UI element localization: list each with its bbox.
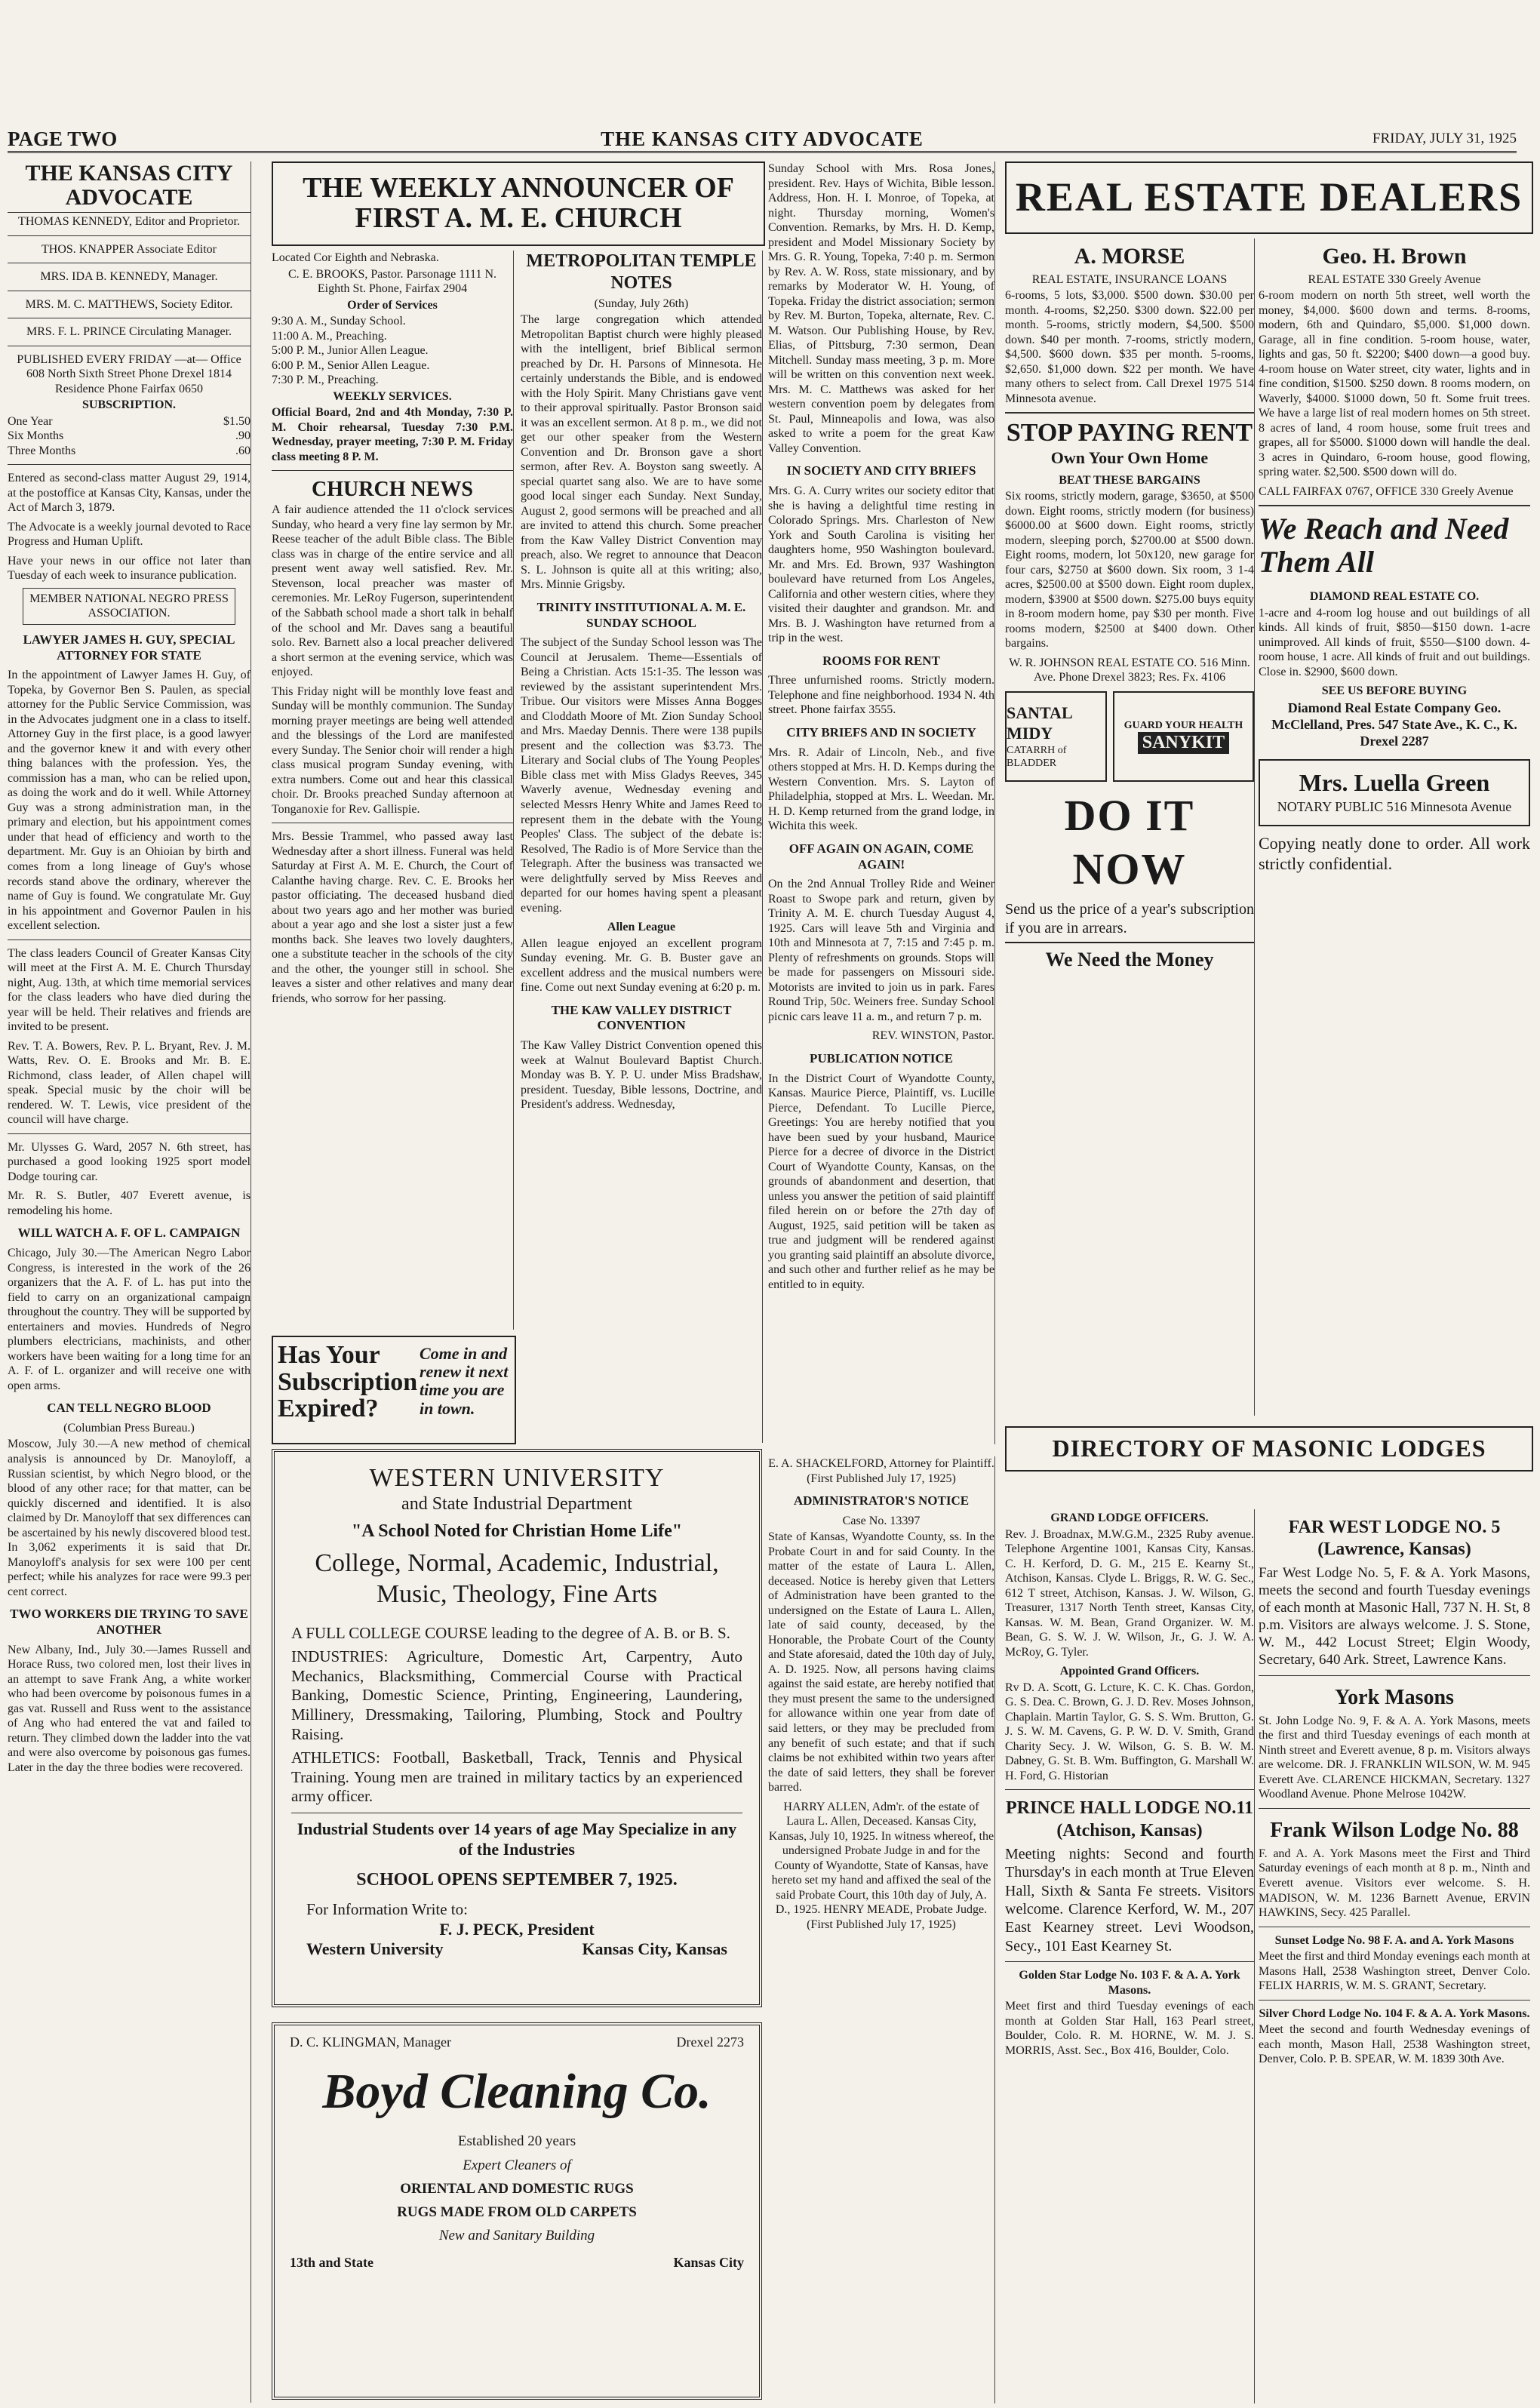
church-announcer-title: THE WEEKLY ANNOUNCER OF FIRST A. M. E. CHURCH <box>272 161 765 246</box>
society-headline: IN SOCIETY AND CITY BRIEFS <box>786 463 976 478</box>
service-1: 11:00 A. M., Preaching. <box>272 329 387 343</box>
kaw-headline: THE KAW VALLEY DISTRICT CONVENTION <box>551 1002 732 1033</box>
blood-source: (Columbian Press Bureau.) <box>63 1421 195 1435</box>
boyd-expert: Expert Cleaners of <box>463 2157 571 2173</box>
boyd-phone: Drexel 2273 <box>676 2034 744 2050</box>
column-5 <box>1005 238 1255 1416</box>
blood-headline: CAN TELL NEGRO BLOOD <box>47 1401 211 1416</box>
church-news-body-2: This Friday night will be monthly love feast and Sunday will be monthly communion. The Sunday morning prayer meetings are being well attended and the blessings of the Lord are manifested every Sunday. The Senior choir will render a high class musical program Sunday evening, with extra numbers. Come out and hear this classical choir. Dr. Brooks preached Sunday afternoon at Tonganoxie for Rev. Gallispie. <box>272 684 513 816</box>
boyd-new: New and Sanitary Building <box>438 2228 595 2244</box>
bargains-body: Six rooms, strictly modern, garage, $3650, at $500 down. Eight rooms, strictly modern (for business) $6000.00 at $600 down. Eight rooms, strictly modern, sleeping porch, $2700.00 at $500 down. Eight rooms, modern, lot 50x120, new garage for four cars, $2750 at $600 down. Six room, 3 1-4 acres, $2500.00 at $500 down. Eight room duplex, modern, $3900 at $500 down. $275.00 buys equity in 8-room modern home, pay $30 per month. Five rooms modern, $2500 at $400 down. Other bargains. <box>1005 490 1254 650</box>
prince-hall-body: Meeting nights: Second and fourth Thursday's in each month at True Eleven Hall, Sixth & Santa Fe streets. Visitors welcome. Clarence Kerford, W. M., 207 East Kearney street. Levi Woodson, Secy., 101 East Kearney St. <box>1005 1845 1254 1954</box>
medicine-ads <box>1005 691 1254 782</box>
subscription-renew-text: Come in and renew it next time you are in town. <box>420 1344 509 1418</box>
western-university-ad <box>272 1449 762 2007</box>
workers-headline: TWO WORKERS DIE TRYING TO SAVE ANOTHER <box>10 1607 248 1637</box>
morse-body: 6-rooms, 5 lots, $3,000. $500 down. $30.00 per month. 4-rooms, $2,250. $300 down. $22.00 per month. 5-rooms, strictly modern, $4,500. $500 down. $40 per month. 7-rooms, strictly modern, $4,500. $600 down. $35 per month. 5-rooms, $2,650. $1,000 down. $22 per month. We have many others to select from. Call Drexel 1975 514 Minnesota avenue. <box>1005 289 1254 405</box>
boyd-name: Boyd Cleaning Co. <box>322 2063 712 2119</box>
blood-body: Moscow, July 30.—A new method of chemical analysis is announced by Dr. Manoyloff, a Russian scientist, by which Negro blood, or the blood of any other race; for that matter, can be quickly discerned and identified. It is also claimed by Dr. Manoyloff that sex differences can be ascertained by his newly discovered blood test. In 3,062 experiments it is said that Dr. Manoyloff's analysis for sex were 100 per cent perfect; while his analyzes for race were 99.3 per cent correct. <box>8 1438 251 1598</box>
page-number: PAGE TWO <box>8 128 118 150</box>
luella-name: Mrs. Luella Green <box>1299 768 1490 796</box>
reach-need: We Reach and Need Them All <box>1259 512 1509 580</box>
boyd-cleaning-ad <box>272 2022 762 2400</box>
silver-chord-head: Silver Chord Lodge No. 104 F. & A. A. York Masons. <box>1259 2007 1530 2020</box>
watch-headline: WILL WATCH A. F. OF L. CAMPAIGN <box>17 1226 241 1241</box>
own-your-home: Own Your Own Home <box>1050 447 1209 467</box>
real-estate-header: REAL ESTATE DEALERS <box>1005 161 1533 234</box>
rooms-headline: ROOMS FOR RENT <box>822 653 940 668</box>
order-title: Order of Services <box>347 298 438 312</box>
wu-industries: INDUSTRIES: Agriculture, Domestic Art, Carpentry, Auto Mechanics, Blacksmithing, Commercial Course with Practical Banking, Domestic Science, Printing, Engineering, Laundering, Millinery, Dressmaking, Tailoring, Plumbing, Stock and Poultry Raising. <box>291 1647 742 1743</box>
masonic-directory-header: DIRECTORY OF MASONIC LODGES <box>1005 1426 1533 1472</box>
class-body-2: Rev. T. A. Bowers, Rev. P. L. Bryant, Rev. J. M. Watts, Rev. O. E. Brooks and Mr. B. E. Richmond, class leader, of Allen chapel will speak. Special music by the choir will be rendered. W. T. Lewis, vice president of the council will have charge. <box>8 1039 251 1127</box>
boyd-made: RUGS MADE FROM OLD CARPETS <box>397 2203 637 2220</box>
doit-body: Send us the price of a year's subscription if you are in arrears. <box>1005 901 1254 936</box>
boyd-footer <box>290 2255 744 2271</box>
trinity-body: The subject of the Sunday School lesson was The Council at Jerusalem. Theme—Essentials of Being a Christian. Acts 15:1-35. The lesson was reviewed by the assistant superintendent Mrs. Tribue. Our visitors were Misses Anna Bogges and Cloddath Moore of Mt. Zion Sunday School and Mrs. Maeday Dennis. There were 138 pupils present and the collection was $3.73. The Literary and Social clubs of The Young Peoples' Bible class met with Miss Gladys Reeves, 345 Waverly avenue, Wednesday evening and selected Messrs Henry White and James Reed to represent them in the debate with the Young Peoples' Class. The subject of the debate is: Resolved, The Radio is of More Service than the Telegraph. After the business was transacted we were delightfully served by Miss Reeves and departed for our homes having spent a pleasant evening. <box>521 636 762 915</box>
masonic-column-left <box>1005 1509 1255 2403</box>
off-again-body: On the 2nd Annual Trolley Ride and Weiner Roast to Swope park and return, given by Trinity A. M. E. church Tuesday August 4, 1925. Cars will leave 5th and Virginia and 10th and Minnesota at 7, 7:15 and 7:45 p. m. Plenty of refreshments on grounds. Stops will be made for passengers on Missouri side. Motorists are invited to join us in park. Fares Round Trip, 50c. Weiners free. Sunday School picnic cars leave 11 a. m., and return 7 p. m. <box>768 878 994 1023</box>
workers-body: New Albany, Ind., July 30.—James Russell and Horace Russ, two colored men, lost their lives in an attempt to save Frank Ang, a white worker who had been overcome by poisonous fumes in a gas vat. Russell and Russ went to the assistance of Ang who had entered the vat and failed to return. They climbed down the ladder into the vat and were also overcome by poisonous gas fumes. Later in the day the three bodies were recovered. <box>8 1643 251 1774</box>
trinity-headline: TRINITY INSTITUTIONAL A. M. E. SUNDAY SCHOOL <box>536 599 746 630</box>
appointed-head: Appointed Grand Officers. <box>1059 1665 1200 1678</box>
see-us: SEE US BEFORE BUYING <box>1321 684 1468 698</box>
sub-row-1: Six Months .90 <box>8 429 251 443</box>
sub-row-2: Three Months .60 <box>8 444 251 457</box>
guy-body: In the appointment of Lawyer James H. Guy, of Topeka, by Governor Ben S. Paulen, as special attorney for the Public Service Commission, was in the Advocates judgment one in a class to itself. Attorney Guy in the first place, is a good lawyer and the governor knew it and with every other thing balances with the profession. Yes, the commission has a man, who can be relied upon, as doing the work and do it well. While Attorney Guy was a strong administration man, in the primary and election, but his appointment comes under that head of efficiency and worth to the department. Mr. Guy is an Ohioian by birth and comes from a long lineage of Guy's whose records stand above the ordinary, wherever the name of Guy is found. We congratulate Mr. Guy in his appointment and Governor Paulen in his excellent selection. <box>8 669 251 933</box>
column-2 <box>272 251 514 1330</box>
wu-footer-right: Kansas City, Kansas <box>582 1939 727 1959</box>
admin-body: State of Kansas, Wyandotte County, ss. In the Probate Court in and for said County. In the matter of the estate of Laura L. Allen, deceased. Notice is hereby given that Letters of Administration have been granted to the undersigned on the Estate of Laura L. Allen, late of said county, deceased, by the Honorable, the Probate Court of the County and State aforesaid, dated the 10th day of July, A. D. 1925. Now, all persons having claims against the said estate, are hereby notified that they must present the same to the undersigned for allowance within one year from date of said letters, or they may be precluded from any benefit of such estate; and that if such claims be not exhibited within two years after the date of said letters, they shall be forever barred. <box>768 1530 994 1794</box>
staff-paper-name: THE KANSAS CITY ADVOCATE <box>8 161 251 213</box>
weekly-services-title: WEEKLY SERVICES. <box>333 389 452 403</box>
service-3: 6:00 P. M., Senior Allen League. <box>272 358 430 372</box>
society-body: Mrs. G. A. Curry writes our society editor that she is having a delightful time resting in Colorado Springs. Mrs. Charleston of New York and South Carolina is visiting her daughters home, 950 Washington boulevard. Mr. and Mrs. Ed. Brown, 937 Washington boulevard have returned from Los Angeles, California and other western cities, where they visited their daughter and grandson. Mr. and Mrs. B. J. Washington have returned from a trip in the west. <box>768 484 994 645</box>
column-1 <box>8 161 251 2403</box>
service-0: 9:30 A. M., Sunday School. <box>272 315 406 328</box>
service-2: 5:00 P. M., Junior Allen League. <box>272 344 429 358</box>
allen-body: Allen league enjoyed an excellent program Sunday evening. Mr. G. B. Buster gave an excellent address and the musical numbers were fine. Come out next Sunday evening at 6:20 p. m. <box>521 936 762 995</box>
sanykit-name: SANYKIT <box>1138 732 1229 754</box>
frank-wilson-head: Frank Wilson Lodge No. 88 <box>1270 1818 1519 1842</box>
staff-4: MRS. F. L. PRINCE Circulating Manager. <box>26 325 232 339</box>
trammel-obituary: Mrs. Bessie Trammel, who passed away last Wednesday after a short illness. Funeral was held Saturday at First A. M. E. Church, the Court of Calanthe having charge. Rev. C. E. Brooks her pastor officiating. The deceased husband died about two years ago and her mother was buried about a year ago and she lost a sister just a few months back. She leaves two lovely daughters, one a substitute teacher in the schools of the city and the other, the younger still in school. She leaves a sister and other relatives and many dear friends, who sorrow for her passing. <box>272 830 513 1005</box>
wu-full-course: A FULL COLLEGE COURSE leading to the degree of A. B. or B. S. <box>291 1623 730 1642</box>
copying-notice: Copying neatly done to order. All work strictly confidential. <box>1259 833 1530 873</box>
do-it-now: DO IT NOW <box>1064 790 1195 893</box>
publication-headline: PUBLICATION NOTICE <box>809 1050 954 1066</box>
masonic-column-right <box>1259 1509 1530 2403</box>
golden-star-body: Meet first and third Tuesday evenings of each month at Golden Star Hall, 163 Pearl street, Boulder, Colo. R. M. HORNE, W. M. J. S. MORRIS, Asst. Sec., Box 416, Boulder, Colo. <box>1005 2000 1254 2057</box>
rooms-body: Three unfurnished rooms. Strictly modern. Telephone and fine neighborhood. 1934 N. 4th street. Phone fairfax 3555. <box>768 674 994 717</box>
ward-note: Mr. Ulysses G. Ward, 2057 N. 6th street, has purchased a good looking 1925 sport model Dodge touring car. <box>8 1140 251 1183</box>
staff-0: THOMAS KENNEDY, Editor and Proprietor. <box>18 215 240 228</box>
wu-footer-left: Western University <box>306 1939 444 1959</box>
diamond-body: 1-acre and 4-room log house and out buildings of all kinds. All kinds of fruit, $850—$150 down. 1-acre unimproved. All kinds of fruit, $550—$100 down. 4-room house, 1 acre. All kinds of fruit and out buildings. Close in. $2900, $600 down. <box>1259 606 1530 678</box>
church-news-body: A fair audience attended the 11 o'clock services Sunday, who heard a very fine lay sermon by Mr. Reese teacher of the adult Bible class. The Bible class was in charge of the entire service and all present went away well satisfied. Rev. Mr. Stevenson, local preacher was master of ceremonies. Mr. LeRoy Fugerson, superintendent of the Sabbath school made a short talk in behalf of the school and Mr. Daves sang a beautiful solo. Rev. Barnett also a local preacher delivered a short sermon at the evening service, which was enjoyed. <box>272 503 513 679</box>
church-pastor: C. E. BROOKS, Pastor. Parsonage 1111 N. Eighth St. Phone, Fairfax 2904 <box>288 267 496 296</box>
subscription-title: SUBSCRIPTION. <box>81 398 177 412</box>
boyd-established: Established 20 years <box>457 2133 576 2150</box>
metro-date: (Sunday, July 26th) <box>594 297 689 310</box>
briefs-headline: CITY BRIEFS AND IN SOCIETY <box>786 725 976 740</box>
diamond-signature: Diamond Real Estate Company Geo. McClelland, Pres. 547 State Ave., K. C., K. Drexel 2287 <box>1271 700 1517 749</box>
metro-body: The large congregation which attended Metropolitan Baptist church were highly pleased with the intelligent, brief Biblical sermon preached by Dr. H. Parsons of Minnesota. He certainly understands the Bible, and is endowed with the Holy Spirit. Many Christians gave vent to their approval spiritually. Pastor Bronson said it was an excellent sermon. At 8 p. m., we did not get our other speaker from the Western Convention and Dr. Bronson gave a short sermon, after Rev. A. Boyston sang sweetly. A special quartet sang also. We are to have some good local singer each Sunday. Next Sunday, August 2, good sermons will be preached and all are invited to attend this church. Some preacher from the Kaw Valley District Convention may preach, also. We regret to announce that Deacon S. L. Johnson is quite all at this writing; also, Mrs. Minnie Grigsby. <box>521 313 762 592</box>
santal-name: SANTAL MIDY <box>1007 703 1072 743</box>
staff-3: MRS. M. C. MATTHEWS, Society Editor. <box>25 297 233 311</box>
weekly-services: Official Board, 2nd and 4th Monday, 7:30 P. M. Choir rehearsal, Tuesday 7:30 P.M. Wednesday, prayer meeting, 7:30 P. M. Friday class meeting 8 P. M. <box>272 406 513 463</box>
church-location: Located Cor Eighth and Nebraska. <box>272 251 439 264</box>
guy-headline: LAWYER JAMES H. GUY, SPECIAL ATTORNEY FOR STATE <box>23 632 235 663</box>
kaw-body: The Kaw Valley District Convention opened this week at Walnut Boulevard Baptist Church. Monday was B. Y. P. U. under Miss Bradshaw, president. Tuesday, Bible lessons, Doctrine, and President's address. Wednesday, <box>521 1039 762 1112</box>
class-body: The class leaders Council of Greater Kansas City will meet at the First A. M. E. Church Thursday night, Aug. 13th, at which time memorial services for the class leaders who have died during the year will be held. Their relatives and friends are invited to be present. <box>8 946 251 1034</box>
far-west-body: Far West Lodge No. 5, F. & A. York Masons, meets the second and fourth Tuesday evenings of each month at Masonic Hall, 737 N. H. St, 8 p.m. Visitors are always welcome. J. S. Stone, W. M., 442 Locust Street; Elgin Woody, Secretary, 640 Ark. Street, Lawrence Kans. <box>1259 1564 1530 1668</box>
santal-sub: CATARRH of BLADDER <box>1007 744 1067 769</box>
wu-title: WESTERN UNIVERSITY <box>369 1464 665 1492</box>
wu-courses: College, Normal, Academic, Industrial, Music, Theology, Fine Arts <box>315 1549 719 1608</box>
convention-continued: Sunday School with Mrs. Rosa Jones, president. Rev. Hays of Wichita, Bible lesson. Address, Hon. H. I. Monroe, of Topeka, at night. Thursday morning, Women's Convention. Remarks, by Mrs. H. D. Kemp, president and Model Missionary Society by Mrs. G. R. Young, Topeka, 7:40 p. m. Sermon by Rev. A. W. Ross, state missionary, and by remarks by Moderator W. H. Young, of Topeka. Friday the district association; sermon by Rev. M. Burton, Topeka, alternate, Rev. C. M. Watson. Our Publishing House, by Rev. Elias, of Pittsburg, 7:30 sermon, Dean Mitchell. Sunday mass meeting, 3 p. m. More will be written on this convention next week. Mrs. M. C. Matthews was asked for her western convention poem by delegates from St. Paul, Minneapolis and Iowa, was also asked to write a poem for the great Kaw Valley Convention. <box>768 162 994 455</box>
johnson-signature: W. R. JOHNSON REAL ESTATE CO. 516 Minn. Ave. Phone Drexel 3823; Res. Fx. 4106 <box>1009 656 1250 684</box>
wu-students: Industrial Students over 14 years of age May Specialize in any of the Industries <box>297 1819 737 1859</box>
butler-note: Mr. R. S. Butler, 407 Everett avenue, is remodeling his home. <box>8 1189 251 1217</box>
morse-name: A. MORSE <box>1074 244 1185 269</box>
sunset-head: Sunset Lodge No. 98 F. A. and A. York Masons <box>1274 1933 1514 1947</box>
boyd-manager: D. C. KLINGMAN, Manager <box>290 2034 451 2050</box>
brown-sub: REAL ESTATE 330 Greely Avenue <box>1308 272 1481 286</box>
column-4 <box>768 161 995 1444</box>
sanykit-ad <box>1113 691 1254 782</box>
column-3 <box>521 251 763 1443</box>
boyd-footer-left: 13th and State <box>290 2255 374 2271</box>
issue-date: FRIDAY, JULY 31, 1925 <box>1372 131 1517 146</box>
grand-officers-head: GRAND LODGE OFFICERS. <box>1050 1512 1209 1524</box>
paper-title: THE KANSAS CITY ADVOCATE <box>601 128 924 150</box>
boyd-header-row <box>290 2034 744 2051</box>
masthead <box>8 127 1517 153</box>
metro-headline: METROPOLITAN TEMPLE NOTES <box>526 251 757 294</box>
watch-body: Chicago, July 30.—The American Negro Labor Congress, is interested in the work of the 26 organizers that the A. F. of L. has put into the field to carry on an organizational campaign throughout the country. They will be supported by entertainers and movies. Hundreds of Negro plumbers electricians, machinists, and other workers have been waiting for a long time for an A. F. of L. organizer and will receive one with open arms. <box>8 1247 251 1392</box>
column-4-lower <box>768 1456 995 2403</box>
wu-info: For Information Write to: <box>306 1900 468 1918</box>
sanykit-head: GUARD YOUR HEALTH <box>1123 719 1243 731</box>
admin-headline: ADMINISTRATOR'S NOTICE <box>793 1493 970 1508</box>
sunset-body: Meet the first and third Monday evenings each month at Masons Hall, 2538 Washington street, Denver Colo. FELIX HARRIS, W. M. S. GRANT, Secretary. <box>1259 1950 1530 1993</box>
wu-peck: F. J. PECK, President <box>439 1919 595 1939</box>
subscription-expired-ad <box>272 1336 516 1444</box>
wu-opens: SCHOOL OPENS SEPTEMBER 7, 1925. <box>356 1869 678 1890</box>
off-again-headline: OFF AGAIN ON AGAIN, COME AGAIN! <box>788 841 974 872</box>
appointed-body: Rv D. A. Scott, G. Lcture, K. C. K. Chas. Gordon, G. S. Dea. C. Brown, G. J. D. Rev. Moses Johnson, Chaplain. Martin Taylor, G. S. S. Wm. Brutton, G. J. S. W. M. Cavens, G. P. W. D. V. Smith, Grand Charity Secy. J. W. Wilson, G. S. B. W. M. Dabney, G. St. B. Wm. Buffington, G. Marshall W. H. Ford, G. Historian <box>1005 1681 1254 1782</box>
allen-headline: Allen League <box>607 921 676 934</box>
beat-bargains: BEAT THESE BARGAINS <box>1059 473 1200 487</box>
golden-star-head: Golden Star Lodge No. 103 F. & A. A. York Masons. <box>1019 1969 1240 1997</box>
frank-wilson-body: F. and A. A. York Masons meet the First and Third Saturday evenings of each month at 8 p. m., Ninth and Everett avenue. Visitors ever welcome. S. H. MADISON, W. M. 1236 Barnett Avenue, ERVIN HAWKINS, Secy. 425 Parallel. <box>1259 1847 1530 1920</box>
york-head: York Masons <box>1335 1685 1454 1709</box>
need-money: We Need the Money <box>1005 942 1254 972</box>
column-6 <box>1259 238 1530 1416</box>
service-4: 7:30 P. M., Preaching. <box>272 374 379 387</box>
diamond-headline: DIAMOND REAL ESTATE CO. <box>1309 590 1480 604</box>
member-badge: MEMBER NATIONAL NEGRO PRESS ASSOCIATION. <box>23 588 235 625</box>
prince-hall-head: PRINCE HALL LODGE NO.11 (Atchison, Kansas) <box>1005 1798 1254 1841</box>
brown-call: CALL FAIRFAX 0767, OFFICE 330 Greely Avenue <box>1259 484 1514 498</box>
staff-1: THOS. KNAPPER Associate Editor <box>41 242 217 256</box>
brown-name: Geo. H. Brown <box>1322 244 1467 269</box>
york-body: St. John Lodge No. 9, F. & A. A. York Masons, meets the first and third Tuesday evenings of each month at Ninth street and Everett avenue, 8 p. m. Visitors always are welcome. DR. J. FRANKLIN WILSON, W. M. 945 Everett Ave. CLARENCE HICKMAN, Secretary. 1327 Woodland Avenue. Phone Melrose 1042W. <box>1259 1714 1530 1801</box>
staff-2: MRS. IDA B. KENNEDY, Manager. <box>40 270 218 284</box>
boyd-rugs: ORIENTAL AND DOMESTIC RUGS <box>400 2180 634 2197</box>
luella-ad <box>1259 759 1530 826</box>
brown-body: 6-room modern on north 5th street, well worth the money, $4,000. $600 down and terms. 8-rooms, modern, 6th and Quindaro, $5,000. $1,000 down. Garage, all in fine condition. 5-room house, water, lights and gas, 50 ft. $2200; $400 down—a good buy. 4-room house on Water street, city water, lights and in fine condition, $1500. $250 down. 8 rooms modern, on Waverly, $4000. $1000 down, 50 ft. Some fruit trees. We have a large list of real modern homes on 5th street. 8 acres of land, 4 room house, some fruit trees and grapes, all for $5000. $1000 down will handle the deal. 3 acres in Quindaro, 6-room house, good flowing, spring water. $2,500. $500 down will do. <box>1259 289 1530 479</box>
boyd-footer-right: Kansas City <box>673 2255 744 2271</box>
publication-body: In the District Court of Wyandotte County, Kansas. Maurice Pierce, Plaintiff, vs. Lucille Pierce, Defendant. To Lucille Pierce, Greetings: You are hereby notified that you have been sued by your husband, Maurice Pierce for a decree of divorce in the District Court of Wyandotte County, Kansas, on the grounds of abandonment and desertion, that unless you answer the petition of said plaintiff filed herein on or before the 27th day of August, 1925, said petition will be taken as true and judgment will be rendered against you granting said plaintiff an absolute divorce, and such other and further relief as he may be entitled to in equity. <box>768 1072 994 1291</box>
news-notice: Have your news in our office not later than Tuesday of each week to insurance publication. <box>8 554 251 583</box>
admin-signature: HARRY ALLEN, Adm'r. of the estate of Laura L. Allen, Deceased. Kansas City, Kansas, July 10, 1925. In witness whereof, the undersigned Probate Judge in and for the County of Wyandotte, State of Kansas, have hereto set my hand and affixed the seal of the said Probate Court, this 10th day of July, A. D., 1925. HENRY MEADE, Probate Judge. (First Published July 17, 1925) <box>768 1800 994 1931</box>
sub-row-0: One Year $1.50 <box>8 414 251 428</box>
subscription-expired-question: Has Your Subscription Expired? <box>278 1341 418 1423</box>
wu-sub: and State Industrial Department <box>401 1494 632 1515</box>
silver-chord-body: Meet the second and fourth Wednesday evenings of each month, Mason Hall, 2538 Washington street, Denver, Colo. P. B. SPEAR, W. M. 1839 30th Ave. <box>1259 2023 1530 2066</box>
admin-case: Case No. 13397 <box>842 1514 921 1527</box>
briefs-body: Mrs. R. Adair of Lincoln, Neb., and five others stopped at Mrs. H. D. Kemps during the Western Convention. Mrs. S. Layton of Philadelphia, stopped at Mrs. L. Weedan. Mr. H. D. Kemp returned from the grand lodge, in Wichita this week. <box>768 746 994 833</box>
wu-athletics: ATHLETICS: Football, Basketball, Track, Tennis and Physical Training. Young men are trained in military tactics by an experienced army officer. <box>291 1748 742 1806</box>
weekly-journal: The Advocate is a weekly journal devoted to Race Progress and Human Uplift. <box>8 520 251 549</box>
stop-paying-rent: STOP PAYING RENT <box>1006 419 1253 447</box>
morse-sub: REAL ESTATE, INSURANCE LOANS <box>1031 272 1228 286</box>
church-news-headline: CHURCH NEWS <box>312 478 473 502</box>
grand-officers-body: Rev. J. Broadnax, M.W.G.M., 2325 Ruby avenue. Telephone Argentine 1001, Kansas City, Kansas. C. H. Kerford, D. G. M., 215 E. Kearny St., Atchison, Kansas. Clyde L. Briggs, R. W. G. Sec., 612 T street, Atchison, Kansas. J. W. Wilson, G. Treasurer, 1317 North Tenth street, Kansas City, Kansas. W. M. Bean, Grand Organizer. W. M. Bean, G. S. W. J. W. Wilson, Jr., G. J. W. A. McRoy, G. Tyler. <box>1005 1527 1254 1659</box>
notary-public: NOTARY PUBLIC 516 Minnesota Avenue <box>1277 798 1512 814</box>
wu-footer <box>291 1939 742 1960</box>
entered-notice: Entered as second-class matter August 29, 1914, at the postoffice at Kansas City, Kansas, under the Act of March 3, 1879. <box>8 472 251 515</box>
far-west-head: FAR WEST LODGE NO. 5 (Lawrence, Kansas) <box>1288 1518 1501 1560</box>
winston-signature: REV. WINSTON, Pastor. <box>871 1029 994 1043</box>
wu-motto: "A School Noted for Christian Home Life" <box>351 1521 683 1541</box>
published-info: PUBLISHED EVERY FRIDAY —at— Office 608 North Sixth Street Phone Drexel 1814 Residence Phone Fairfax 0650 <box>17 352 241 395</box>
santal-ad <box>1005 691 1107 782</box>
publication-signature: E. A. SHACKELFORD, Attorney for Plaintiff. (First Published July 17, 1925) <box>768 1457 994 1485</box>
